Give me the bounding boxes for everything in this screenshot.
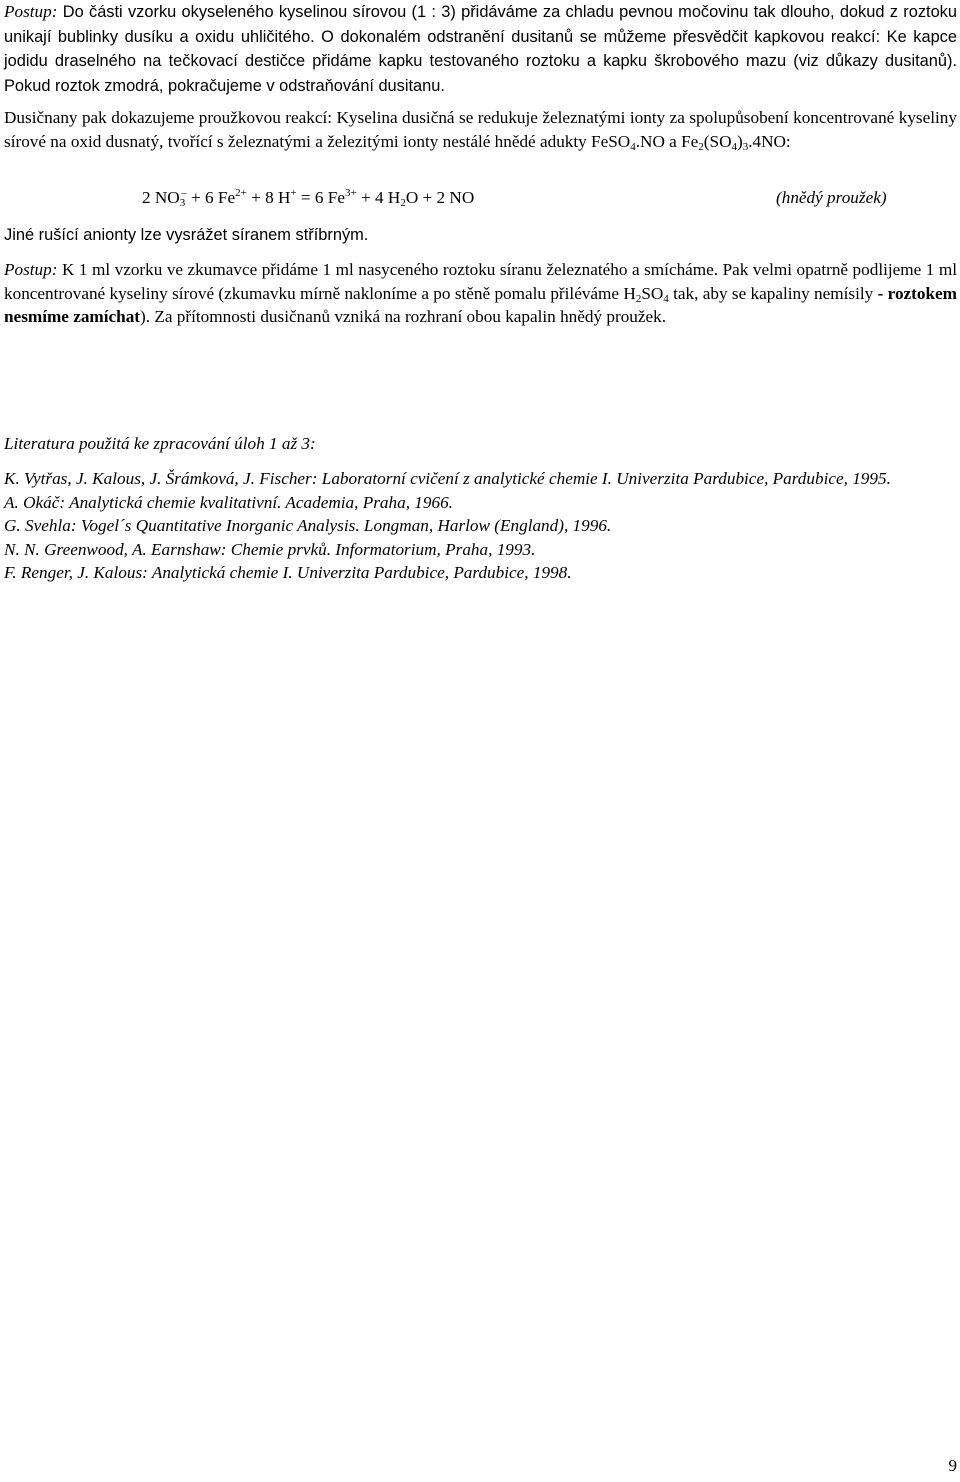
- reference-item: F. Renger, J. Kalous: Analytická chemie I. Univerzita Pardubice, Pardubice, 1998.: [4, 563, 572, 582]
- paragraph-text: (SO: [703, 131, 732, 151]
- eq-term: 2 NO: [142, 188, 180, 207]
- eq-term: = 6 Fe: [296, 188, 345, 207]
- equation-formula: [142, 186, 474, 210]
- paragraph-text: K 1 ml vzorku ve zkumavce přidáme 1 ml nasyceného roztoku síranu železnatého a smícháme. Pak velmi opatrně podlijeme 1 ml koncentrované kyseliny sírové (zkumavku mírně nakloníme a po stěně pomalu přiléváme H: [4, 260, 957, 303]
- procedure-label: Postup:: [4, 2, 58, 21]
- eq-term: O + 2 NO: [405, 188, 475, 207]
- subscript: 4: [630, 140, 636, 153]
- paragraph-text: SO: [641, 283, 664, 303]
- eq-term: + 8 H: [246, 188, 291, 207]
- paragraph-text: ). Za přítomnosti dusičnanů vzniká na rozhraní obou kapalin hnědý proužek.: [140, 307, 667, 326]
- subscript: 4: [731, 140, 737, 153]
- paragraph-text: .4NO:: [748, 131, 791, 151]
- subscript: 4: [663, 292, 669, 305]
- reference-list: [4, 467, 957, 585]
- paragraph-text: tak, aby se kapaliny nemísily: [668, 283, 878, 303]
- subscript: 2: [400, 197, 406, 209]
- paragraph-interfering-anions: Jiné rušící anionty lze vysrážet síranem stříbrným.: [4, 226, 369, 244]
- superscript: –: [181, 187, 187, 199]
- reference-item: K. Vytřas, J. Kalous, J. Šrámková, J. Fischer: Laboratorní cvičení z analytické chemie I. Univerzita Pardubice, Pardubice, 1995.: [4, 469, 891, 488]
- chemical-equation: [4, 186, 957, 212]
- superscript: 3+: [345, 187, 357, 199]
- reference-item: A. Okáč: Analytická chemie kvalitativní. Academia, Praha, 1966.: [4, 492, 453, 512]
- paragraph-nitrite-removal: [4, 0, 957, 98]
- paragraph-text: Do části vzorku okyseleného kyselinou sírovou (1 : 3) přidáváme za chladu pevnou močovinu tak dlouho, dokud z roztoku unikají bublinky dusíku a oxidu uhličitého. O dokonalém odstranění dusitanů se můžeme přesvědčit kapkovou reakcí: Ke kapce jodidu draselného na tečkovací destičce přidáme kapku testovaného roztoku a kapku škrobového mazu (viz důkazy dusitanů). Pokud roztok zmodrá, pokračujeme v odstraňování dusitanu.: [4, 3, 957, 95]
- paragraph-nitrate-detection: [4, 106, 957, 153]
- superscript: +: [290, 187, 297, 199]
- literature-heading: Literatura použitá ke zpracování úloh 1 až 3:: [4, 434, 316, 453]
- reference-item: N. N. Greenwood, A. Earnshaw: Chemie prvků. Informatorium, Praha, 1993.: [4, 539, 536, 559]
- eq-term: + 6 Fe: [186, 188, 236, 207]
- subscript: 3: [179, 197, 186, 209]
- paragraph-text: Dusičnany pak dokazujeme proužkovou reakcí: Kyselina dusičná se redukuje železnatými ionty za spolupůsobení koncentrované kyseliny sírové na oxid dusnatý, tvořící s železnatými a železitými ionty nestálé hnědé adukty FeSO: [4, 108, 957, 151]
- equation-note: (hnědý proužek): [776, 188, 887, 207]
- reference-item: G. Svehla: Vogel´s Quantitative Inorganic Analysis. Longman, Harlow (England), 1996.: [4, 516, 612, 535]
- paragraph-text: .NO a Fe: [635, 131, 699, 151]
- subscript: 2: [698, 140, 704, 153]
- paragraph-ring-test-procedure: [4, 258, 957, 329]
- eq-term: + 4 H: [356, 188, 401, 207]
- superscript: 2+: [235, 187, 247, 199]
- subscript: 2: [635, 292, 642, 305]
- paragraph-text: ): [736, 131, 743, 151]
- page-number: 9: [948, 1456, 957, 1475]
- procedure-label: Postup:: [4, 260, 58, 279]
- bold-warning: - roztokem nesmíme zamíchat: [4, 283, 957, 326]
- subscript: 3: [742, 140, 749, 153]
